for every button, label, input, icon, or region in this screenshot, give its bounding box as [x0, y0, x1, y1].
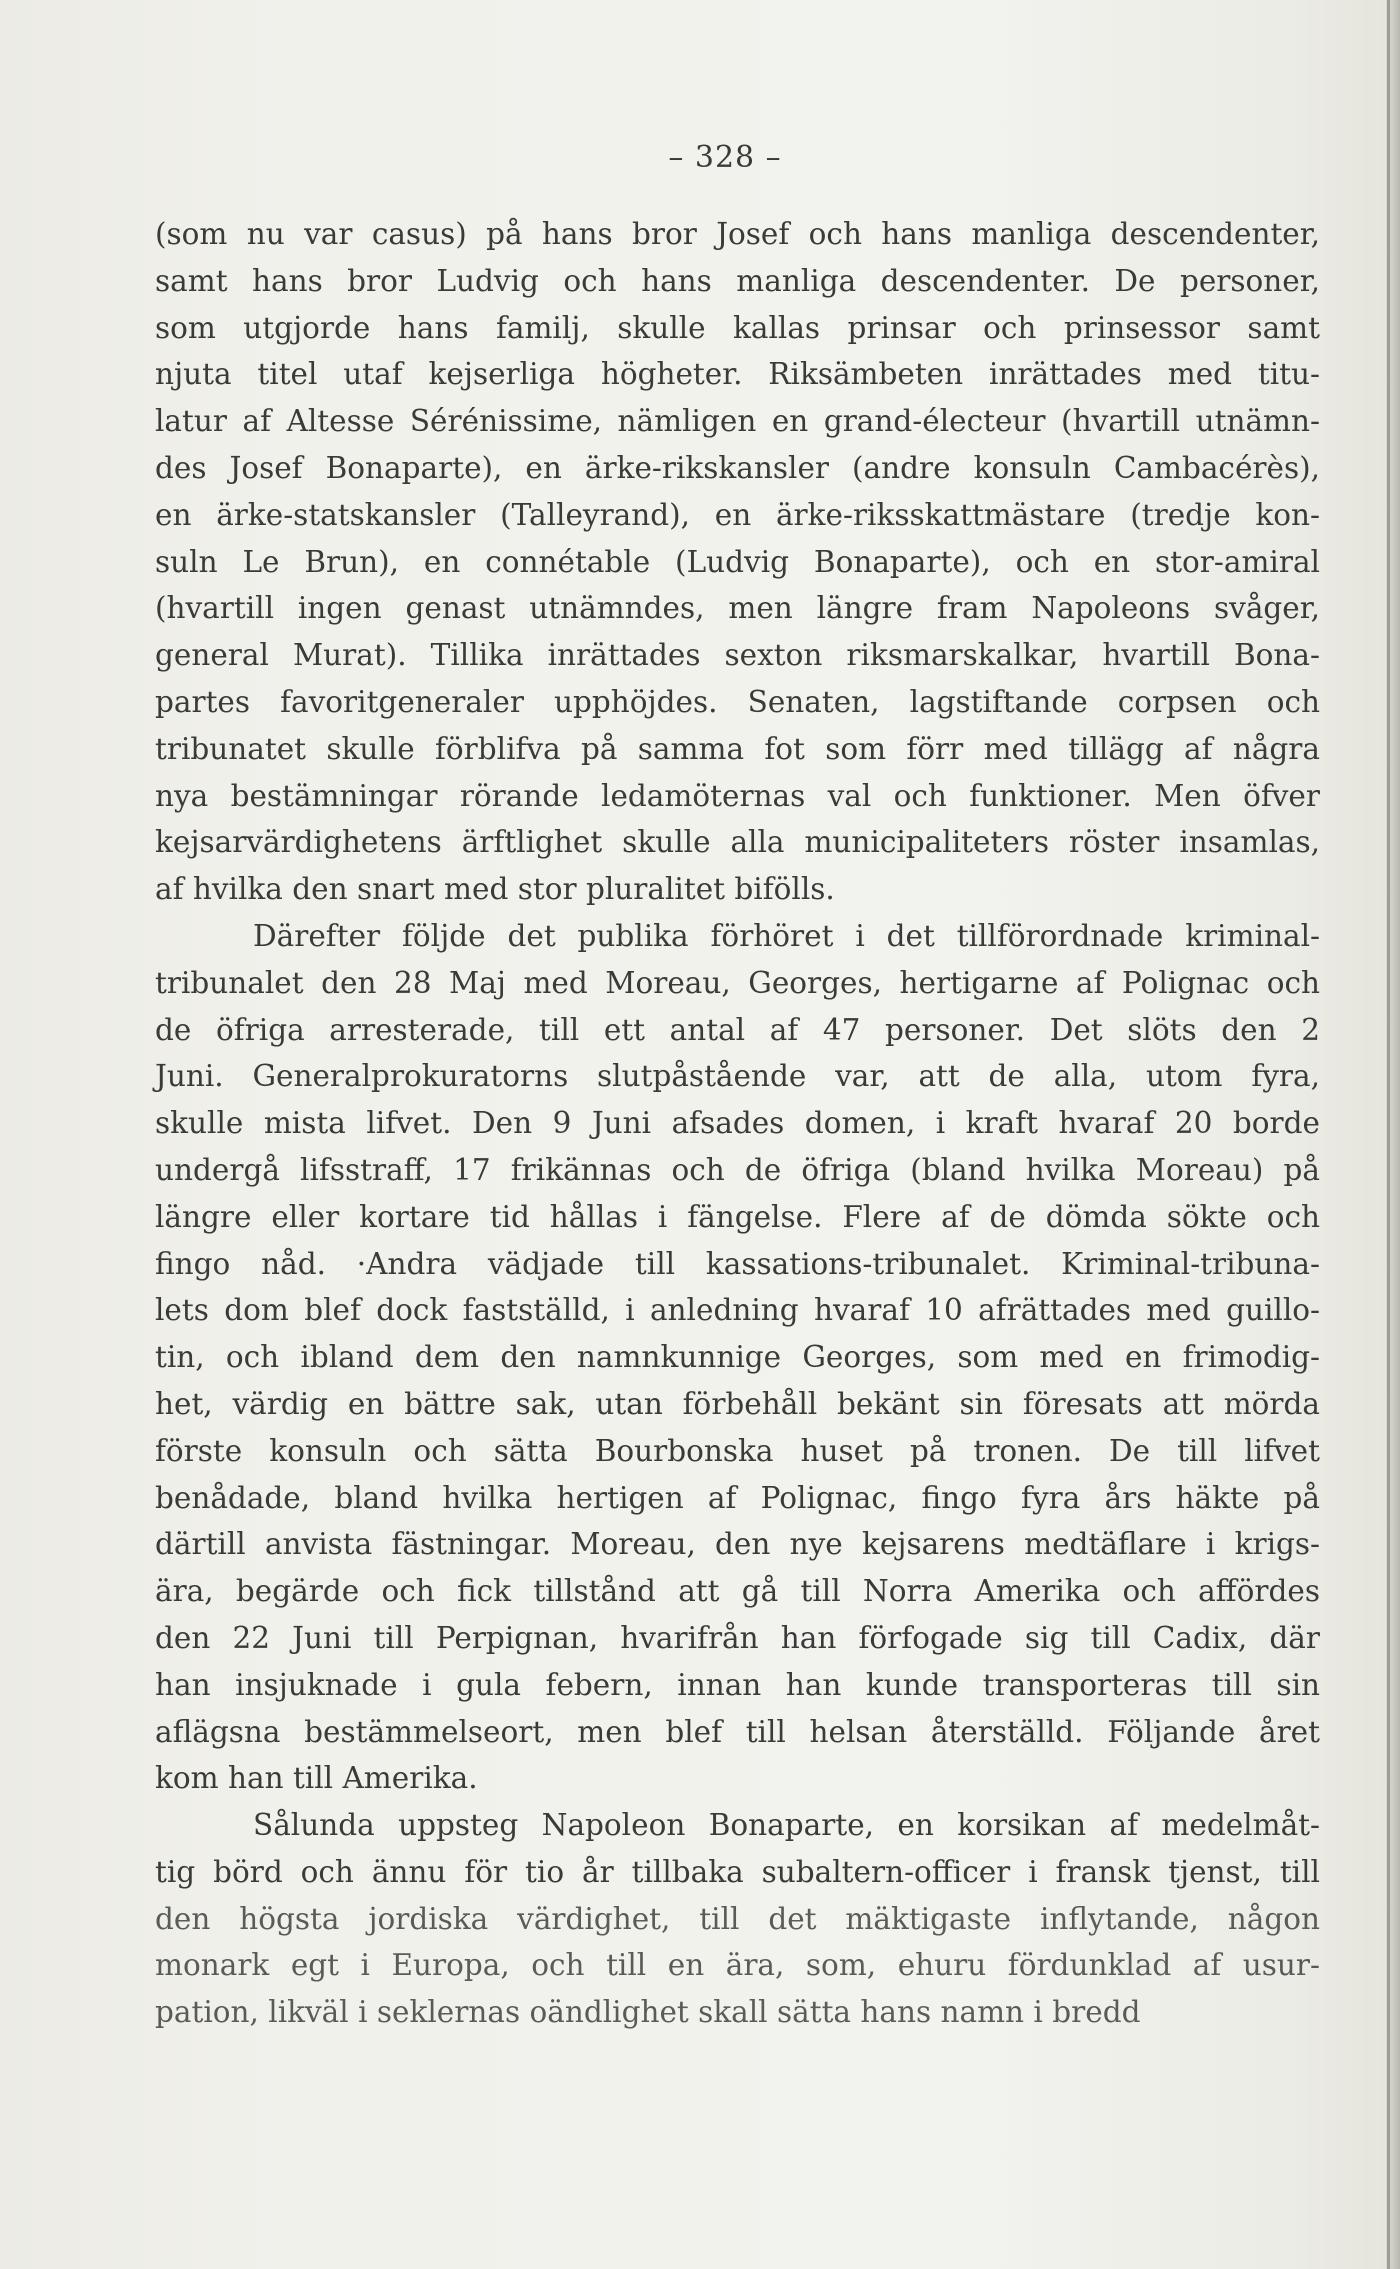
- text-line: pation, likväl i seklernas oändlighet skall sätta hans namn i bredd: [155, 1995, 1141, 2030]
- text-line: benådade, bland hvilka hertigen af Polignac, fingo fyra års häkte på: [155, 1480, 1320, 1515]
- text-line: nya bestämningar rörande ledamöternas val och funktioner. Men öfver: [155, 778, 1320, 813]
- text-line: monark egt i Europa, och till en ära, som, ehuru fördunklad af usur-: [155, 1948, 1320, 1983]
- text-line: general Murat). Tillika inrättades sexton riksmarskalkar, hvartill Bona-: [155, 638, 1320, 673]
- text-line: des Josef Bonaparte), en ärke-rikskansler (andre konsuln Cambacérès),: [155, 450, 1320, 485]
- text-line: tribunalet den 28 Maj med Moreau, Georges, hertigarne af Polignac och: [155, 965, 1320, 1000]
- text-line: samt hans bror Ludvig och hans manliga descendenter. De personer,: [155, 263, 1320, 298]
- text-line: suln Le Brun), en connétable (Ludvig Bonaparte), och en stor-amiral: [155, 544, 1320, 579]
- text-line: latur af Altesse Sérénissime, nämligen en grand-électeur (hvartill utnämn-: [155, 404, 1320, 439]
- text-line: skulle mista lifvet. Den 9 Juni afsades domen, i kraft hvaraf 20 borde: [155, 1106, 1320, 1141]
- text-line: Sålunda uppsteg Napoleon Bonaparte, en korsikan af medelmåt-: [253, 1808, 1320, 1843]
- text-line: tin, och ibland dem den namnkunnige Georges, som med en frimodig-: [155, 1340, 1320, 1375]
- body-text: [155, 211, 1320, 2036]
- text-line: aflägsna bestämmelseort, men blef till helsan återställd. Följande året: [155, 1714, 1320, 1749]
- text-line: af hvilka den snart med stor pluralitet bifölls.: [155, 872, 835, 907]
- text-line: undergå lifsstraff, 17 frikännas och de öfriga (bland hvilka Moreau) på: [155, 1152, 1320, 1187]
- text-line: tig börd och ännu för tio år tillbaka subaltern-officer i fransk tjenst, till: [155, 1854, 1320, 1889]
- text-line: (som nu var casus) på hans bror Josef och hans manliga descendenter,: [155, 217, 1320, 251]
- text-line: en ärke-statskansler (Talleyrand), en ärke-riksskattmästare (tredje kon-: [155, 497, 1320, 532]
- text-line: därtill anvista fästningar. Moreau, den nye kejsarens medtäflare i krigs-: [155, 1527, 1320, 1562]
- text-line: tribunatet skulle förblifva på samma fot som förr med tillägg af några: [155, 731, 1320, 766]
- page-number: – 328 –: [668, 140, 782, 175]
- text-line: kejsarvärdighetens ärftlighet skulle alla municipaliteters röster insamlas,: [155, 825, 1320, 860]
- paragraph: [155, 1802, 1320, 2036]
- text-line: den högsta jordiska värdighet, till det mäktigaste inflytande, någon: [155, 1901, 1320, 1936]
- text-line: längre eller kortare tid hållas i fängelse. Flere af de dömda sökte och: [155, 1199, 1320, 1234]
- text-line: (hvartill ingen genast utnämndes, men längre fram Napoleons svåger,: [155, 591, 1320, 626]
- paragraph: [155, 913, 1320, 1802]
- binding-line: [1387, 0, 1390, 2269]
- text-line: njuta titel utaf kejserliga högheter. Riksämbeten inrättades med titu-: [155, 357, 1320, 392]
- text-line: fingo nåd. ·Andra vädjade till kassations-tribunalet. Kriminal-tribuna-: [155, 1246, 1320, 1281]
- text-line: förste konsuln och sätta Bourbonska huset på tronen. De till lifvet: [155, 1433, 1320, 1468]
- text-line: de öfriga arresterade, till ett antal af 47 personer. Det slöts den 2: [155, 1012, 1320, 1047]
- text-line: den 22 Juni till Perpignan, hvarifrån han förfogade sig till Cadix, där: [155, 1620, 1320, 1655]
- text-line: Därefter följde det publika förhöret i det tillförordnade kriminal-: [253, 918, 1320, 953]
- text-line: han insjuknade i gula febern, innan han kunde transporteras till sin: [155, 1667, 1320, 1702]
- text-line: som utgjorde hans familj, skulle kallas prinsar och prinsessor samt: [155, 310, 1320, 345]
- text-line: Juni. Generalprokuratorns slutpåstående var, att de alla, utom fyra,: [155, 1059, 1320, 1094]
- text-line: kom han till Amerika.: [155, 1761, 478, 1796]
- text-line: lets dom blef dock fastställd, i anledning hvaraf 10 afrättades med guillo-: [155, 1293, 1320, 1328]
- text-line: ära, begärde och fick tillstånd att gå till Norra Amerika och affördes: [155, 1574, 1320, 1609]
- text-line: partes favoritgeneraler upphöjdes. Senaten, lagstiftande corpsen och: [155, 684, 1320, 719]
- paragraph: [155, 211, 1320, 913]
- text-line: het, värdig en bättre sak, utan förbehåll bekänt sin föresats att mörda: [155, 1386, 1320, 1421]
